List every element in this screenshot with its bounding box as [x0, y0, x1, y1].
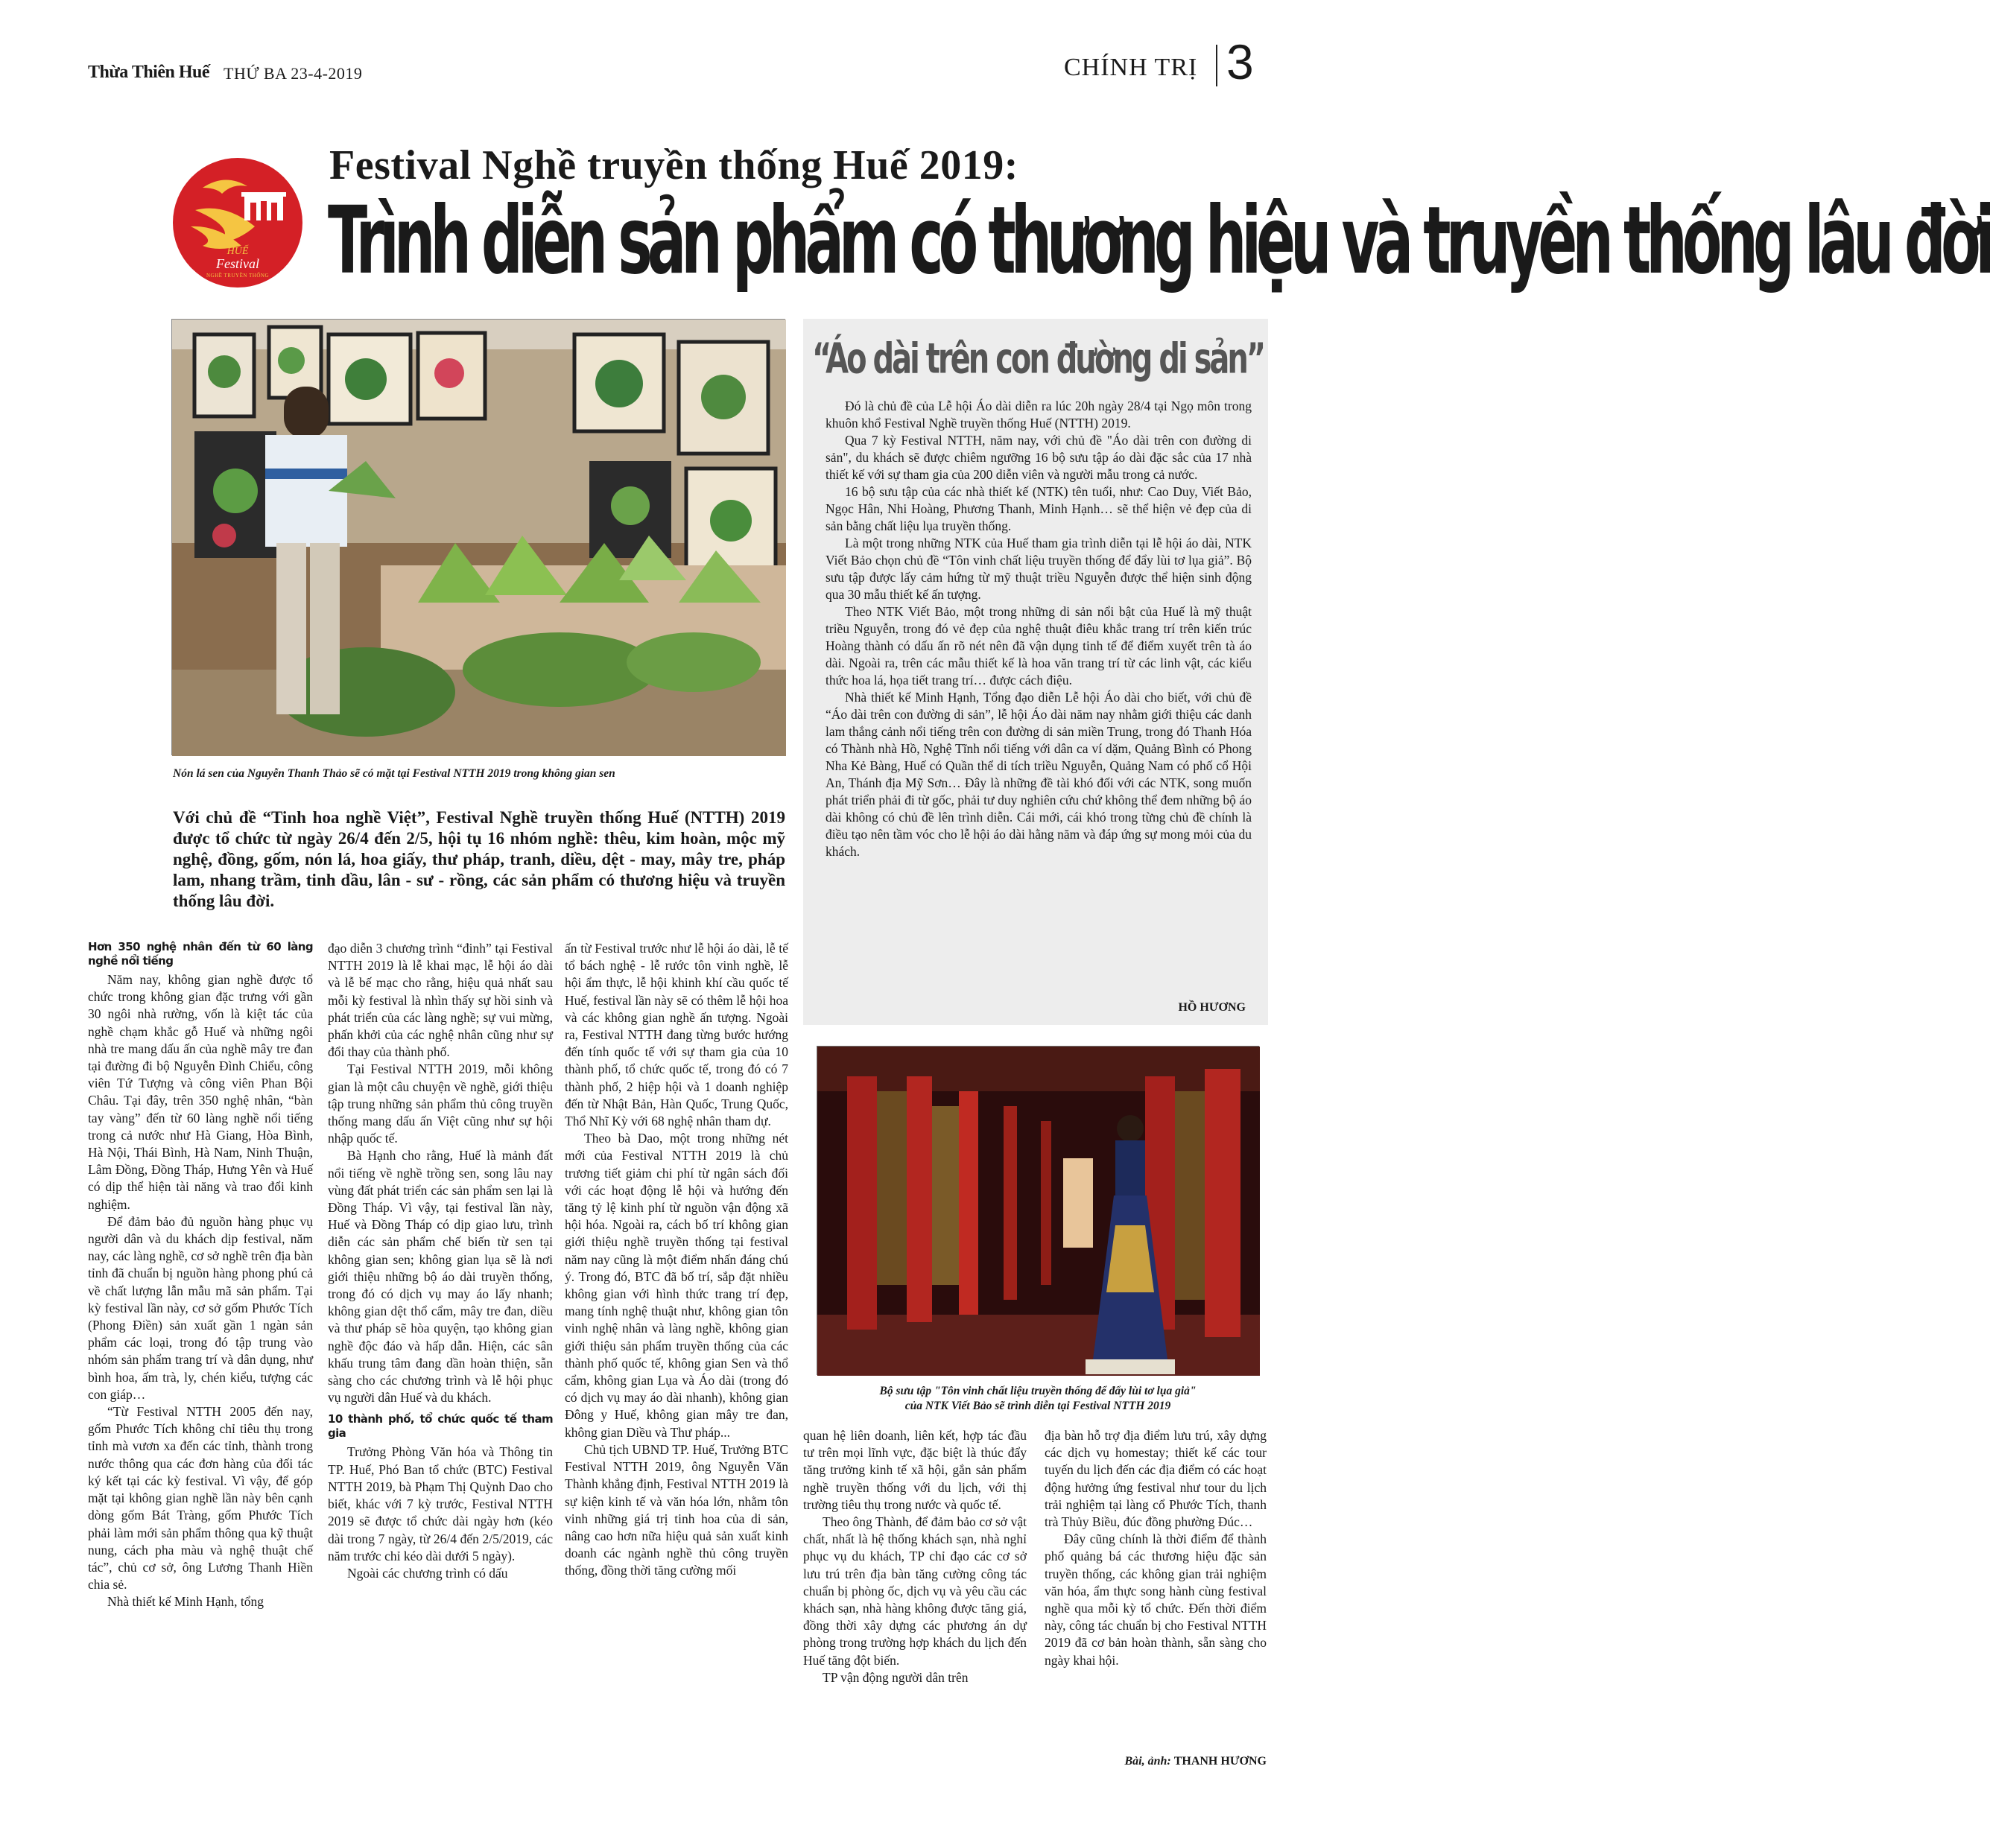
- body-column-2: [328, 940, 553, 1582]
- body-paragraph: địa bàn hỗ trợ địa điểm lưu trú, xây dựng các dịch vụ homestay; thiết kế các tour tuyến du lịch đến các địa điểm có các hoạt động hưởng ứng festival như tour du lịch trải nghiệm tại làng cổ Phước Tích, thanh trà Thủy Biều, đúc đồng phường Đúc…: [1045, 1428, 1267, 1530]
- body-column-4: [803, 1427, 1027, 1686]
- body-paragraph: Để đảm bảo đủ nguồn hàng phục vụ người dân và du khách dịp festival, năm nay, các làng nghề, cơ sở nghề trên địa bàn tỉnh đã chuẩn bị nguồn hàng phong phú cả về chất lượng lẫn mẫu mã sản phẩm. Tại kỳ festival lần này, cơ sở gốm Phước Tích (Phong Điền) sản xuất gần 1 ngàn sản phẩm các loại, trong đó tập trung vào nhóm sản phẩm trang trí và dân dụng, như bình hoa, ấm trà, ly, chén kiểu, tượng các con giáp…: [88, 1213, 313, 1402]
- issue-date: THỨ BA 23-4-2019: [224, 64, 363, 83]
- sidebar-text: [826, 398, 1252, 860]
- sidebar-paragraph: Đó là chủ đề của Lễ hội Áo dài diễn ra lúc 20h ngày 28/4 tại Ngọ môn trong khuôn khổ Festival Nghề truyền thống Huế (NTTH) 2019.: [826, 399, 1252, 431]
- newspaper-name: Thừa Thiên Huế: [88, 63, 210, 82]
- sidebar-paragraph: Theo NTK Viết Bảo, một trong những di sản nổi bật của Huế là mỹ thuật triều Nguyễn, trong đó vẻ đẹp của nghệ thuật điêu khắc trang trí trên kiến trúc Hoàng thành có dấu ấn rõ nét nên đã vận dụng tinh tế để điểm xuyết trên tà áo dài. Ngoài ra, trên các mẫu thiết kế là hoa văn trang trí từ các linh vật, các kiểu thức hoa lá, họa tiết trang trí… được cách điệu.: [826, 604, 1252, 688]
- body-paragraph: Chủ tịch UBND TP. Huế, Trưởng BTC Festival NTTH 2019, ông Nguyễn Văn Thành khẳng định, Festival NTTH 2019 là sự kiện kinh tế và văn hóa lớn, nhằm tôn vinh những giá trị tinh hoa của di sản, nâng cao hơn nữa hiệu quả sản xuất kinh doanh các ngành nghề thủ công truyền thống, đồng thời tăng cường mối: [565, 1441, 788, 1578]
- sidebar-author: HỒ HƯƠNG: [1178, 1001, 1246, 1014]
- sidebar-title-text: “Áo dài trên con đường di sản”: [812, 335, 1264, 384]
- photo-ao-dai: [817, 1046, 1259, 1375]
- festival-logo: [173, 158, 302, 288]
- body-paragraph: Ngoài các chương trình có dấu: [347, 1565, 508, 1581]
- body-paragraph: Theo ông Thành, để đảm bảo cơ sở vật chất, nhất là hệ thống khách sạn, nhà nghỉ phục vụ du khách, TP chỉ đạo các cơ sở lưu trú trên địa bàn tăng cường công tác chuẩn bị phòng ốc, dịch vụ và yêu cầu các khách sạn, nhà hàng không được tăng giá, đồng thời xây dựng các phương án dự phòng trong trường hợp khách du lịch đến Huế tăng đột biến.: [803, 1514, 1027, 1668]
- logo-brand-2: Festival: [216, 256, 259, 271]
- photo-ao-dai-caption: [814, 1384, 1262, 1414]
- body-column-5: [1045, 1427, 1267, 1669]
- body-paragraph: Tại Festival NTTH 2019, mỗi không gian là một câu chuyện về nghề, giới thiệu tập trung những sản phẩm thủ công truyền thống mang dấu ấn Việt cũng như sự hội nhập quốc tế.: [328, 1061, 553, 1146]
- body-paragraph: Bà Hạnh cho rằng, Huế là mảnh đất nổi tiếng về nghề trồng sen, song lâu nay vùng đất phát triển các sản phẩm sen lại là Đồng Tháp. Vì vậy, tại festival lần này, Huế và Đồng Tháp có dịp giao lưu, trình diễn các sản phẩm chế biến từ sen tại không gian sen; không gian lụa sẽ là nơi giới thiệu những bộ áo dài truyền thống, trong đó có dịch vụ may áo lấy nhanh; không gian dệt thổ cẩm, mây tre đan, diều và thư pháp sẽ hòa quyện, tạo không gian nghề độc đáo và hấp dẫn. Hiện, các sân khấu trung tâm đang dần hoàn thiện, sẵn sàng cho các chương trình và lễ hội phục vụ người dân Huế và du khách.: [328, 1148, 553, 1406]
- page-number: 3: [1226, 34, 1254, 89]
- sidebar-box: [803, 319, 1268, 1025]
- sidebar-paragraph: Nhà thiết kế Minh Hạnh, Tổng đạo diễn Lễ hội Áo dài cho biết, với chủ đề “Áo dài trên con đường di sản”, lễ hội Áo dài năm nay nhằm giới thiệu các danh lam thắng cảnh nổi tiếng trên con đường di sản miền Trung, trong đó Thanh Hóa có Thành nhà Hồ, Nghệ Tĩnh nổi tiếng với dân ca ví dặm, Quảng Bình có Phong Nha Kẻ Bàng, Huế có Quần thể di tích triều Nguyễn, Quảng Nam có phố cổ Hội An, Thánh địa Mỹ Sơn… Đây là những đề tài khó đối với các NTK, song muốn phát triển phải đi từ gốc, phải tư duy nghiên cứu chứ không thể đem những bộ áo dài không có chủ đề lên trình diễn. Cái mới, cái khó trong từng chủ đề chính là điều tạo nên tầm vóc cho lễ hội áo dài hằng năm và đáp ứng sự mong mỏi của du khách.: [826, 690, 1252, 859]
- photo-lotus-hats: [171, 319, 785, 755]
- article-byline: [1045, 1755, 1267, 1768]
- body-column-1: [88, 940, 313, 1611]
- photo-ao-dai-caption-line1: Bộ sưu tập "Tôn vinh chất liệu truyền thống để đẩy lùi tơ lụa giả": [879, 1385, 1197, 1397]
- body-paragraph: ấn từ Festival trước như lễ hội áo dài, lễ tế tổ bách nghệ - lễ rước tôn vinh nghề, lễ hội ẩm thực, lễ hội khinh khí cầu quốc tế Huế, festival lần này sẽ có thêm lễ hội hoa và các không gian nghề ấn tượng. Ngoài ra, Festival NTTH đang từng bước hướng đến tính quốc tế với sự tham gia của 10 thành phố, tổ chức quốc tế, trong đó có 7 thành phố, 2 hiệp hội và 1 doanh nghiệp đến từ Nhật Bản, Hàn Quốc, Trung Quốc, Thổ Nhĩ Kỳ với 68 nghệ nhân tham dự.: [565, 941, 788, 1129]
- sidebar-paragraph: Là một trong những NTK của Huế tham gia trình diễn tại lễ hội áo dài, NTK Viết Bảo chọn chủ đề “Tôn vinh chất liệu truyền thống để đẩy lùi tơ lụa giả”. Bộ sưu tập được lấy cảm hứng từ mỹ thuật triều Nguyễn được thể hiện sinh động qua 30 mẫu thiết kế ấn tượng.: [826, 536, 1252, 602]
- byline-prefix: Bài, ảnh:: [1124, 1755, 1171, 1768]
- headline-title-wrap: [328, 188, 1990, 307]
- photo-lotus-hats-image: [172, 320, 786, 756]
- headline-title: Trình diễn sản phẩm có thương hiệu và truyền thống lâu đời: [328, 188, 1990, 296]
- sidebar-title: [812, 335, 1264, 384]
- section-name: CHÍNH TRỊ: [1064, 54, 1198, 81]
- sidebar-paragraph: 16 bộ sưu tập của các nhà thiết kế (NTK) tên tuổi, như: Cao Duy, Viết Bảo, Ngọc Hân, Nhi Hoàng, Phương Thanh, Minh Hạnh… sẽ thể hiện vẻ đẹp của di sản bằng chất liệu lụa truyền thống.: [826, 484, 1252, 533]
- article-lead: Với chủ đề “Tinh hoa nghề Việt”, Festival Nghề truyền thống Huế (NTTH) 2019 được tổ chức từ ngày 26/4 đến 2/5, hội tụ 16 nhóm nghề: thêu, kim hoàn, mộc mỹ nghệ, đồng, gốm, nón lá, hoa giấy, thư pháp, tranh, diều, dệt - may, mây tre, pháp lam, nhang trầm, tinh dầu, lân - sư - rồng, các sản phẩm có thương hiệu và truyền thống lâu đời.: [173, 808, 785, 910]
- byline-name: THANH HƯƠNG: [1173, 1755, 1267, 1768]
- body-paragraph: Trưởng Phòng Văn hóa và Thông tin TP. Huế, Phó Ban tổ chức (BTC) Festival NTTH 2019, bà Phạm Thị Quỳnh Dao cho biết, khác với 7 kỳ trước, Festival NTTH 2019 sẽ được tổ chức dài ngày hơn (kéo dài trong 7 ngày, từ 26/4 đến 2/5/2019, các năm trước chỉ kéo dài dưới 5 ngày).: [328, 1444, 553, 1563]
- body-paragraph: “Từ Festival NTTH 2005 đến nay, gốm Phước Tích không chỉ tiêu thụ trong tỉnh mà vươn xa đến các tỉnh, thành trong nước thông qua các đơn hàng của đối tác ký kết tại các kỳ festival. Vì vậy, để góp mặt tại không gian nghề lần này bên cạnh dòng gốm Bát Tràng, gốm Phước Tích phải làm mới sản phẩm thông qua kỹ thuật nung, cách pha màu và nghệ thuật chế tác”, chủ cơ sở, ông Lương Thanh Hiền chia sẻ.: [88, 1404, 313, 1593]
- body-paragraph: Theo bà Dao, một trong những nét mới của Festival NTTH 2019 là chủ trương tiết giảm chi phí từ ngân sách đối với các hoạt động lễ hội và hướng đến tăng tỷ lệ kinh phí từ nguồn vận động xã hội hóa. Ngoài ra, cách bố trí không gian giới thiệu nghề truyền thống tại festival năm nay cũng là một điểm nhấn đáng chú ý. Trong đó, BTC đã bố trí, sắp đặt nhiều không gian với hình thức trang trí đẹp, mang tính nghệ thuật như, không gian tôn vinh nghệ nhân và làng nghề, không gian giới thiệu sản phẩm truyền thống của các thành phố quốc tế, không gian Sen và thổ cẩm, không gian Lụa và Áo dài (trong đó có dịch vụ may áo dài nhanh), không gian Đông y Huế, không gian mây tre đan, không gian Diều và Thư pháp...: [565, 1131, 788, 1440]
- body-column-3: [565, 940, 788, 1580]
- logo-brand-1: HUẾ: [226, 246, 249, 257]
- photo-ao-dai-caption-line2: của NTK Viết Bảo sẽ trình diễn tại Festival NTTH 2019: [904, 1400, 1171, 1412]
- logo-brand-3: NGHỀ TRUYỀN THỐNG: [206, 273, 270, 279]
- body-paragraph: Năm nay, không gian nghề được tổ chức trong không gian đặc trưng với gần 30 ngôi nhà rường, vốn là kiệt tác của nghề chạm khắc gỗ Huế và những ngôi nhà tre mang dấu ấn của nghề mây tre đan tại đường đi bộ Nguyễn Đình Chiểu, công viên Tứ Tượng và công viên Phan Bội Châu. Tại đây, trên 350 nghệ nhân, “bàn tay vàng” đến từ 60 làng nghề nổi tiếng trong cả nước như Hà Giang, Hòa Bình, Hà Nội, Thái Bình, Hà Nam, Ninh Thuận, Lâm Đồng, Đồng Tháp, Hưng Yên và Huế có dịp thể hiện tài năng và trao đổi kinh nghiệm.: [88, 972, 313, 1212]
- subhead-international: 10 thành phố, tổ chức quốc tế tham gia: [328, 1412, 553, 1441]
- body-paragraph: Nhà thiết kế Minh Hạnh, tổng: [107, 1594, 264, 1610]
- headline-kicker: Festival Nghề truyền thống Huế 2019:: [329, 142, 1018, 188]
- body-paragraph: TP vận động người dân trên: [823, 1669, 969, 1685]
- sidebar-paragraph: Qua 7 kỳ Festival NTTH, năm nay, với chủ đề "Áo dài trên con đường di sản", du khách sẽ được chiêm ngưỡng 16 bộ sưu tập áo dài đặc sắc của 17 nhà thiết kế với sự tham gia của 200 diễn viên và người mẫu trong cả nước.: [826, 433, 1252, 482]
- body-paragraph: quan hệ liên doanh, liên kết, hợp tác đầu tư trên mọi lĩnh vực, đặc biệt là thúc đẩy tăng trưởng kinh tế xã hội, gắn sản phẩm nghề truyền thống với du lịch, với thị trường tiêu thụ trong nước và quốc tế.: [803, 1428, 1027, 1512]
- body-paragraph: đạo diễn 3 chương trình “đinh” tại Festival NTTH 2019 là lễ khai mạc, lễ hội áo dài và lễ bế mạc cho rằng, hiệu quả nhất sau mỗi kỳ festival là nhìn thấy sự hồi sinh và phát triển của các làng nghề; sự vui mừng, phấn khởi của các nghệ nhân cũng như sự đổi thay của thành phố.: [328, 941, 553, 1060]
- masthead-divider: [1216, 45, 1217, 86]
- subhead-artisans: Hơn 350 nghệ nhân đến từ 60 làng nghề nổi tiếng: [88, 940, 313, 968]
- photo-ao-dai-image: [817, 1047, 1260, 1376]
- photo-lotus-hats-caption: Nón lá sen của Nguyễn Thanh Thảo sẽ có mặt tại Festival NTTH 2019 trong không gian sen: [173, 767, 615, 780]
- body-paragraph: Đây cũng chính là thời điểm để thành phố quảng bá các thương hiệu đặc sản truyền thống, các không gian trải nghiệm văn hóa, ẩm thực song hành cùng festival nghề qua mỗi kỳ tổ chức. Đến thời điểm này, công tác chuẩn bị cho Festival NTTH 2019 đã cơ bản hoàn thành, sẵn sàng cho ngày khai hội.: [1045, 1531, 1267, 1668]
